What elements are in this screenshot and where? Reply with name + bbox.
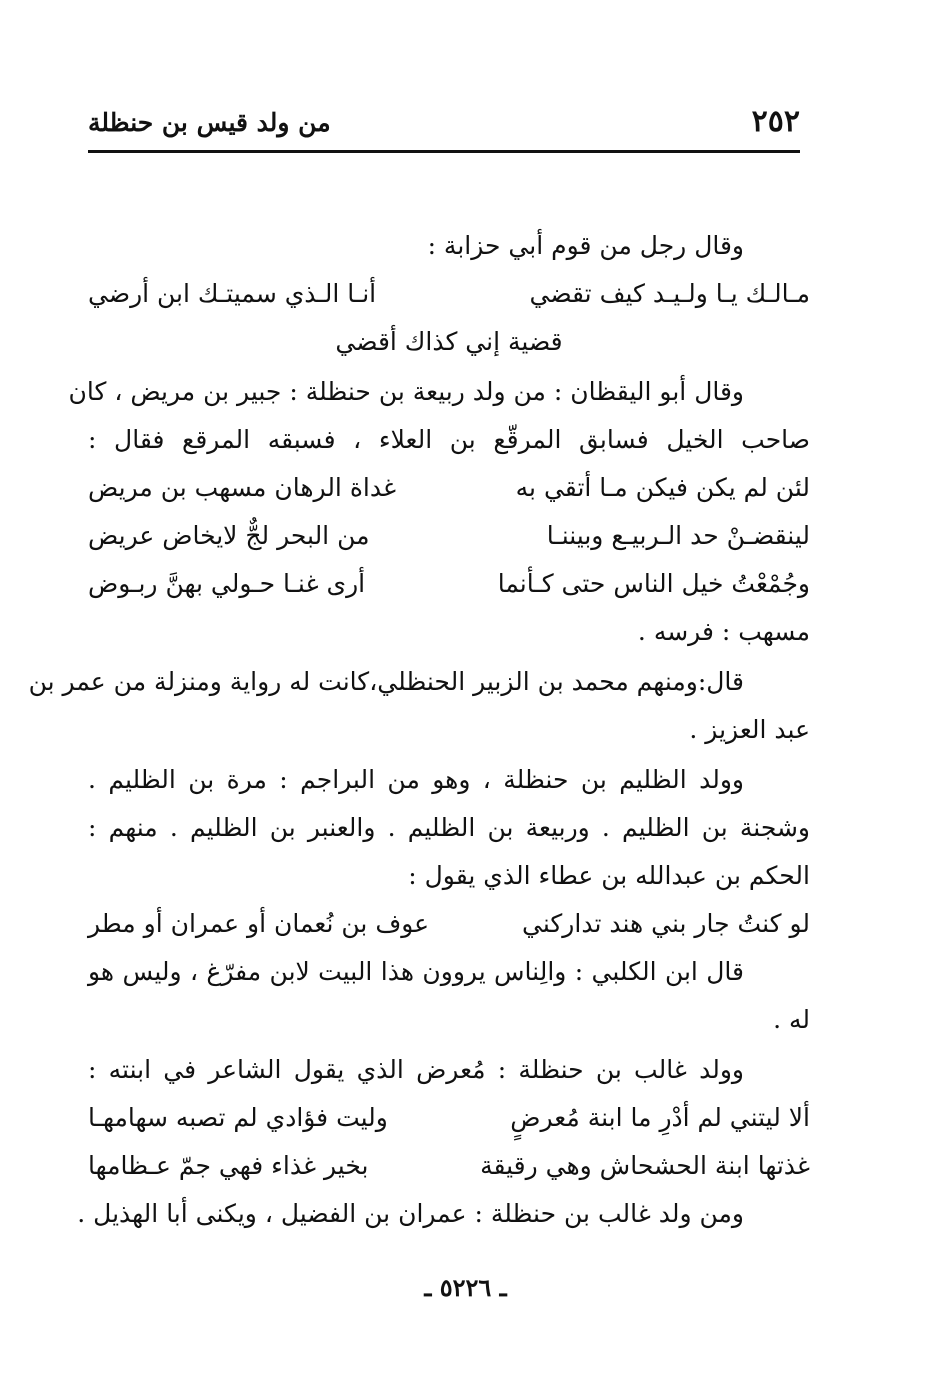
verse-line (88, 900, 810, 948)
verse-second-hemistich: غداة الرهان مسهب بن مريض (88, 473, 397, 502)
verse-second-hemistich: بخير غذاء فهي جمّ عـظامها (88, 1151, 369, 1180)
verse-first-hemistich: لو كنتُ جار بني هند تداركني (522, 909, 810, 938)
page-number: ٢٥٢ (751, 104, 800, 139)
verse-second-hemistich: عوف بن نُعمان أو عمران أو مطر (88, 909, 430, 938)
page-header (88, 102, 800, 146)
verse-second-hemistich: أرى غنـا حـولي بهنَّ ربـوض (88, 569, 366, 598)
verse-first-hemistich: وجُمْعْتُ خيل الناس حتى كـأنما (497, 569, 810, 598)
prose-line: وقال رجل من قوم أبي حزابة : (427, 231, 744, 260)
prose-line: له . (773, 1005, 810, 1034)
prose-line: عبد العزيز . (689, 715, 810, 744)
verse-line: قضية إني كذاك أقضي (335, 327, 563, 356)
verse-first-hemistich: لئن لم يكن فيكن مـا أتقي به (515, 473, 810, 502)
verse-line (88, 512, 810, 560)
prose-line: قال ابن الكلبي : والِناس يروون هذا البيت لابن مفرّغ ، وليس هو (88, 957, 744, 986)
prose-line: الحكم بن عبدالله بن عطاء الذي يقول : (408, 861, 810, 890)
prose-line: وشجنة بن الظليم . وربيعة بن الظليم . والعنبر بن الظليم . منهم : (88, 813, 810, 842)
prose-line: صاحب الخيل فسابق المرقّع بن العلاء ، فسبقه المرقع فقال : (88, 425, 810, 454)
verse-first-hemistich: غذتها ابنة الحشحاش وهي رقيقة (480, 1151, 810, 1180)
verse-line (88, 560, 810, 608)
header-rule (88, 150, 800, 153)
verse-first-hemistich: مـالـك يـا ولـيـد كيف تقضي (529, 279, 810, 308)
verse-line (88, 270, 810, 318)
running-title: من ولد قيس بن حنظلة (88, 108, 331, 137)
prose-line: وولد غالب بن حنظلة : مُعرض الذي يقول الشاعر في ابنته : (88, 1055, 744, 1084)
prose-line: مسهب : فرسه . (637, 617, 810, 646)
verse-second-hemistich: أنـا الـذي سميتـك ابن أرضي (88, 279, 377, 308)
verse-second-hemistich: من البحر لجٌّ لايخاض عريض (88, 521, 370, 550)
verse-first-hemistich: لينقضـنْ حد الـربيـع وبيننـا (546, 521, 810, 550)
prose-line: قال:ومنهم محمد بن الزبير الحنظلي،كانت له رواية ومنزلة من عمر بن (28, 667, 744, 696)
prose-line: وولد الظليم بن حنظلة ، وهو من البراجم : مرة بن الظليم . (88, 765, 744, 794)
footer-page-marker: ـ ٥٢٢٦ ـ (424, 1273, 507, 1302)
verse-line (88, 1142, 810, 1190)
verse-line (88, 1094, 810, 1142)
verse-first-hemistich: ألا ليتني لم أدْرِ ما ابنة مُعرضٍ (510, 1103, 810, 1132)
page-footer (0, 1268, 931, 1308)
prose-line: وقال أبو اليقظان : من ولد ربيعة بن حنظلة : جبير بن مريض ، كان (68, 377, 744, 406)
verse-second-hemistich: وليت فؤادي لم تصبه سهامهـا (88, 1103, 388, 1132)
prose-line: ومن ولد غالب بن حنظلة : عمران بن الفضيل ، ويكنى أبا الهذيل . (77, 1199, 744, 1228)
verse-line (88, 464, 810, 512)
